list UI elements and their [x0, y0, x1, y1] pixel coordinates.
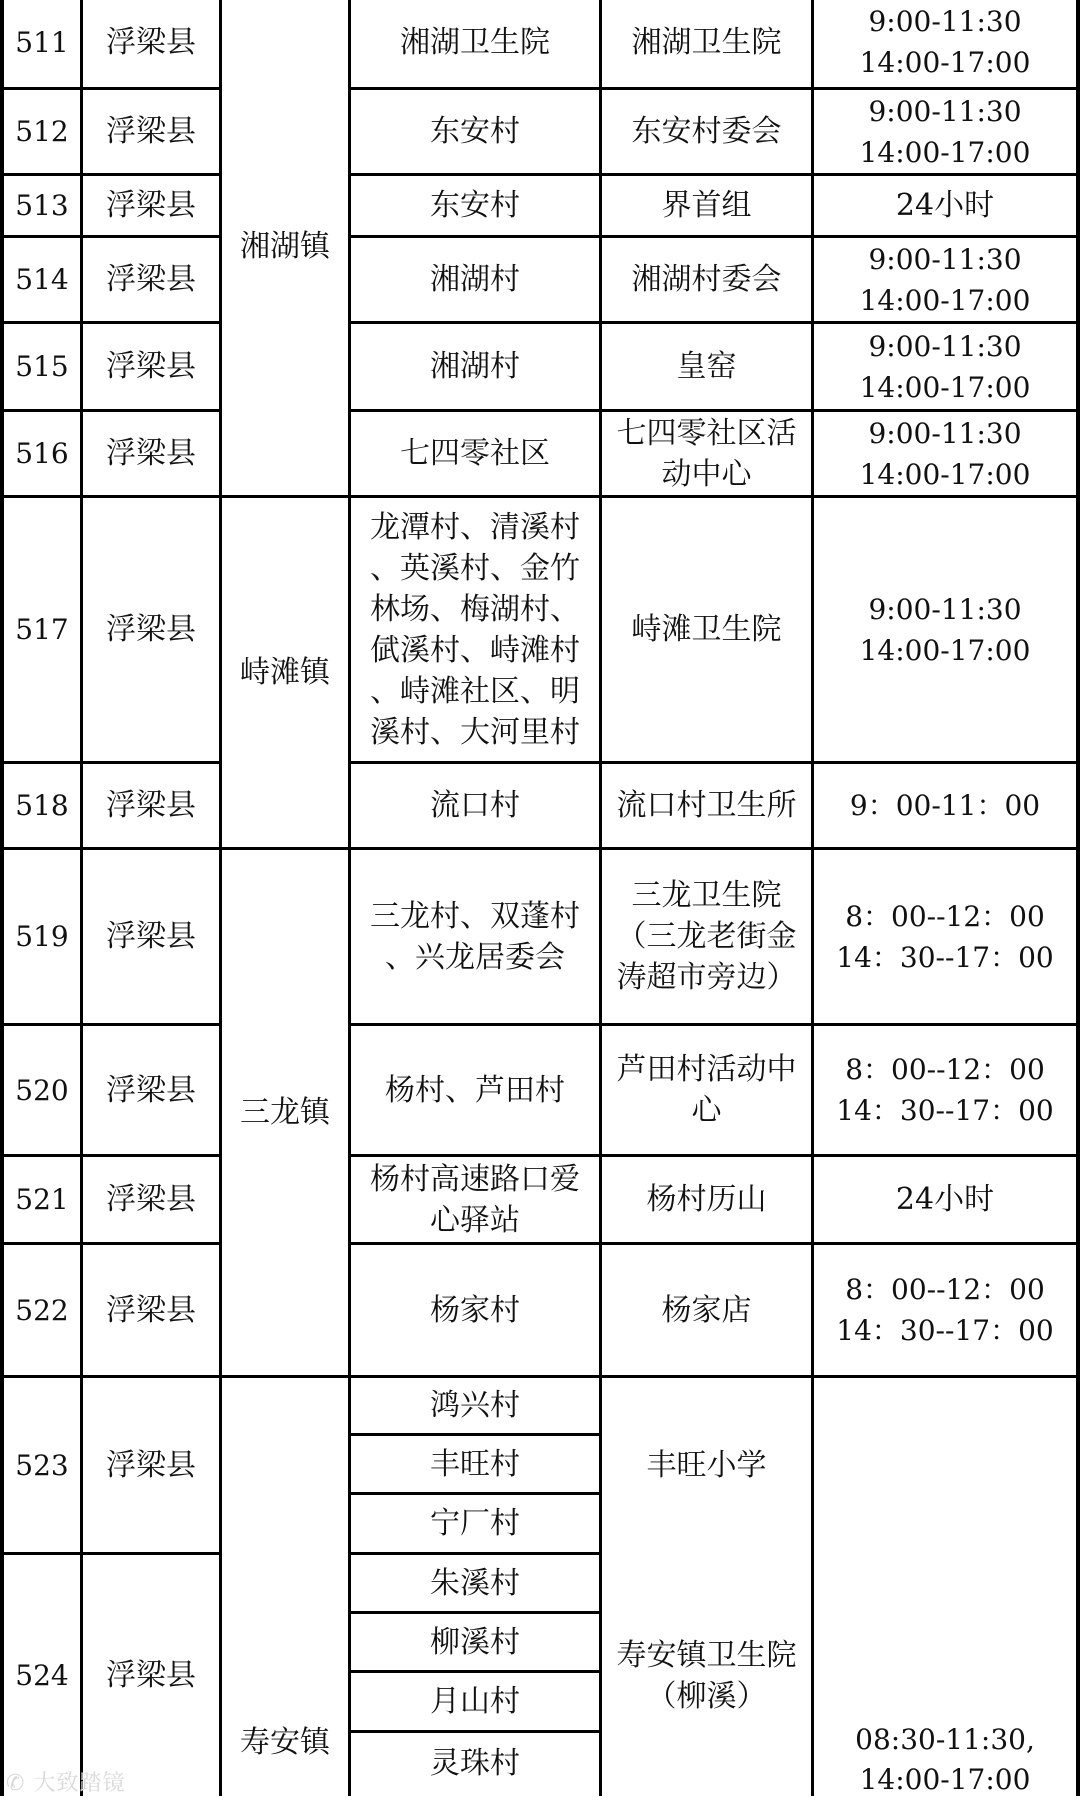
village-cell: 三龙村、双蓬村 、兴龙居委会	[370, 898, 580, 975]
site-cell: 三龙卫生院 （三龙老街金 涛超市旁边）	[616, 878, 797, 995]
row-id: 517	[15, 613, 69, 646]
town-cell: 三龙镇	[240, 1095, 330, 1130]
county-cell: 浮梁县	[106, 919, 196, 954]
site-cell: 东安村委会	[631, 114, 782, 149]
watermark-logo-icon: ✆	[6, 1771, 26, 1796]
site-cell: 芦田村活动中 心	[616, 1052, 797, 1128]
village-cell: 湘湖卫生院	[400, 24, 550, 60]
site-cell: 峙滩卫生院	[631, 612, 782, 647]
row-id: 519	[15, 920, 69, 953]
time-cell: 9:00-11:30 14:00-17:00	[859, 242, 1031, 317]
village-cell: 鸿兴村	[430, 1388, 520, 1423]
village-cell: 东安村	[430, 114, 520, 149]
time-cell: 9:00-11:30 14:00-17:00	[859, 592, 1031, 667]
time-cell: 24小时	[895, 1182, 995, 1217]
village-cell: 宁厂村	[430, 1506, 520, 1541]
county-cell: 浮梁县	[106, 349, 196, 384]
county-cell: 浮梁县	[106, 1447, 196, 1483]
town-cell: 峙滩镇	[240, 655, 330, 690]
site-cell: 湘湖卫生院	[631, 24, 782, 60]
village-cell: 七四零社区	[400, 436, 550, 471]
site-cell: 杨家店	[661, 1292, 752, 1328]
site-cell: 丰旺小学	[646, 1447, 767, 1483]
village-cell: 湘湖村	[430, 262, 520, 297]
village-cell: 湘湖村	[430, 349, 520, 384]
time-cell: 08:30-11:30, 14:00-17:00	[855, 1723, 1035, 1796]
row-id: 516	[15, 437, 69, 470]
village-cell: 丰旺村	[430, 1446, 520, 1482]
row-id: 518	[15, 789, 69, 822]
village-cell: 龙潭村、清溪村 、英溪村、金竹 林场、梅湖村、 倵溪村、峙滩村 、峙滩社区、明 溪村、大河里村	[370, 509, 580, 750]
site-cell: 寿安镇卫生院 （柳溪）	[616, 1637, 797, 1714]
county-cell: 浮梁县	[106, 114, 196, 149]
time-cell: 9:00-11:30 14:00-17:00	[859, 5, 1031, 79]
site-cell: 皇窑	[676, 349, 737, 384]
village-cell: 杨家村	[430, 1292, 520, 1328]
county-cell: 浮梁县	[106, 1182, 196, 1217]
row-id: 514	[15, 263, 69, 296]
site-cell: 湘湖村委会	[631, 262, 782, 297]
county-cell: 浮梁县	[106, 788, 196, 823]
county-cell: 浮梁县	[106, 1072, 196, 1108]
time-cell: 8：00--12：00 14：30--17：00	[836, 899, 1054, 974]
row-id: 522	[15, 1293, 69, 1327]
time-cell: 8：00--12：00 14：30--17：00	[836, 1053, 1054, 1127]
village-cell: 灵珠村	[430, 1745, 520, 1781]
site-cell: 七四零社区活 动中心	[616, 415, 797, 492]
county-cell: 浮梁县	[106, 1292, 196, 1328]
time-cell: 9：00-11：00	[849, 789, 1041, 822]
village-cell: 柳溪村	[430, 1624, 520, 1660]
county-cell: 浮梁县	[106, 24, 196, 60]
row-id: 520	[15, 1073, 69, 1107]
county-cell: 浮梁县	[106, 612, 196, 647]
county-cell: 浮梁县	[106, 1658, 196, 1693]
county-cell: 浮梁县	[106, 188, 196, 223]
county-cell: 浮梁县	[106, 262, 196, 297]
time-cell: 8：00--12：00 14：30--17：00	[836, 1273, 1054, 1347]
site-cell: 界首组	[661, 188, 752, 223]
row-id: 513	[15, 189, 69, 222]
time-cell: 9:00-11:30 14:00-17:00	[859, 94, 1031, 169]
village-cell: 杨村、芦田村	[385, 1072, 565, 1108]
site-cell: 杨村历山	[646, 1182, 767, 1217]
row-id: 523	[15, 1448, 69, 1482]
town-cell: 湘湖镇	[240, 228, 330, 264]
row-id: 515	[15, 350, 69, 383]
watermark-text: 大致踏镜	[33, 1771, 126, 1796]
county-cell: 浮梁县	[106, 436, 196, 471]
time-cell: 9:00-11:30 14:00-17:00	[859, 416, 1031, 491]
town-cell: 寿安镇	[240, 1724, 330, 1760]
site-cell: 流口村卫生所	[616, 788, 797, 823]
row-id: 524	[15, 1659, 69, 1692]
village-cell: 朱溪村	[430, 1565, 520, 1601]
village-cell: 流口村	[430, 788, 520, 823]
time-cell: 9:00-11:30 14:00-17:00	[859, 329, 1031, 404]
row-id: 511	[15, 25, 69, 59]
time-cell: 24小时	[895, 188, 995, 223]
row-id: 512	[15, 115, 69, 148]
village-cell: 月山村	[430, 1684, 520, 1719]
watermark	[6, 1766, 125, 1797]
village-cell: 东安村	[430, 188, 520, 223]
village-cell: 杨村高速路口爱 心驿站	[370, 1161, 580, 1238]
row-id: 521	[15, 1183, 69, 1216]
